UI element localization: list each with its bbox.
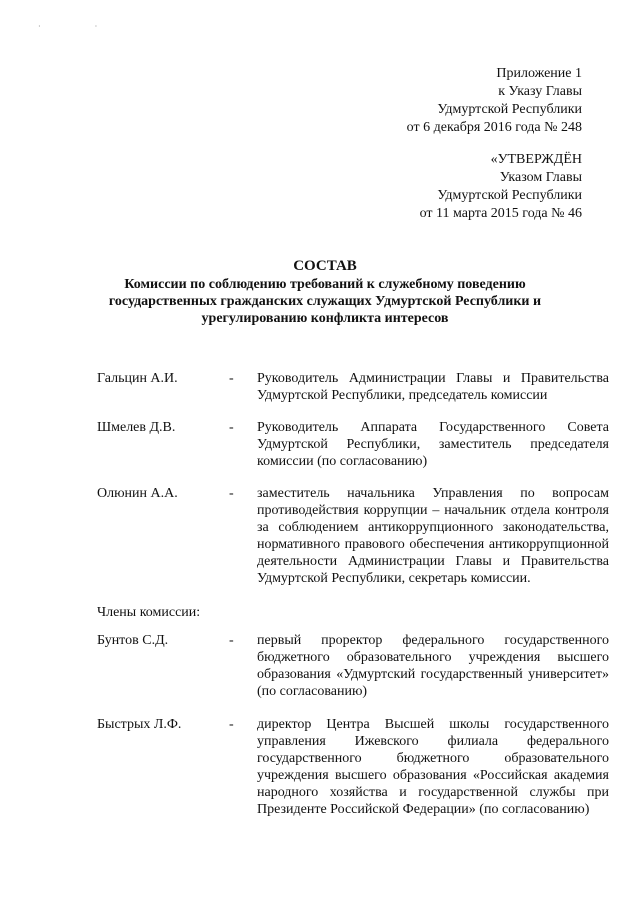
member-role: заместитель начальника Управления по вопросам противодействия коррупции – начальник отдела контроля за соблюдением антикоррупционного законодательства, нормативного правового обеспечения антикоррупционной деятельности Администрации Главы и Правительства Удмуртской Республики, секретарь комиссии.: [257, 486, 609, 586]
member-dash: -: [229, 633, 234, 648]
member-dash: -: [229, 371, 234, 386]
approval-line: «УТВЕРЖДЁН: [490, 152, 582, 167]
appendix-block: [360, 65, 582, 137]
member-role: директор Центра Высшей школы государственного управления Ижевского филиала федерального государственного бюджетного образовательного учреждения высшего образования «Российская академия народного хозяйства и государственной службы при Президенте Российской Федерации» (по согласованию): [257, 717, 609, 817]
member-name: Олюнин А.А.: [97, 486, 178, 501]
member-name: Гальцин А.И.: [97, 371, 178, 386]
appendix-line: Приложение 1: [496, 66, 582, 81]
approval-line: Указом Главы: [499, 170, 582, 185]
members-section-label: Члены комиссии:: [97, 605, 201, 620]
member-row: [97, 419, 609, 470]
approval-line: Удмуртской Республики: [437, 188, 582, 203]
member-name: Быстрых Л.Ф.: [97, 717, 182, 732]
member-dash: -: [229, 420, 234, 435]
appendix-line: Удмуртской Республики: [437, 102, 582, 117]
appendix-line: от 6 декабря 2016 года № 248: [406, 120, 582, 135]
document-title: [90, 257, 560, 327]
member-dash: -: [229, 486, 234, 501]
member-name: Шмелев Д.В.: [97, 420, 176, 435]
member-role: первый проректор федерального государственного бюджетного образовательного учреждения высшего образования «Удмуртский государственный университет» (по согласованию): [257, 633, 609, 699]
member-row: [97, 716, 609, 818]
scan-specks: · ·: [38, 22, 124, 31]
member-dash: -: [229, 717, 234, 732]
title-subtitle: Комиссии по соблюдению требований к служебному поведению государственных гражданских служащих Удмуртской Республики и урегулированию конфликта интересов: [108, 277, 542, 326]
member-row: [97, 485, 609, 587]
member-name: Бунтов С.Д.: [97, 633, 169, 648]
approval-block: [360, 151, 582, 223]
appendix-line: к Указу Главы: [498, 84, 582, 99]
member-row: [97, 370, 609, 404]
member-role: Руководитель Аппарата Государственного Совета Удмуртской Республики, заместитель председателя комиссии (по согласованию): [257, 420, 609, 469]
member-row: [97, 632, 609, 700]
approval-line: от 11 марта 2015 года № 46: [419, 206, 582, 221]
title-heading: СОСТАВ: [293, 258, 357, 274]
commission-composition: [97, 370, 609, 818]
member-role: Руководитель Администрации Главы и Правительства Удмуртской Республики, председатель комиссии: [257, 371, 609, 403]
